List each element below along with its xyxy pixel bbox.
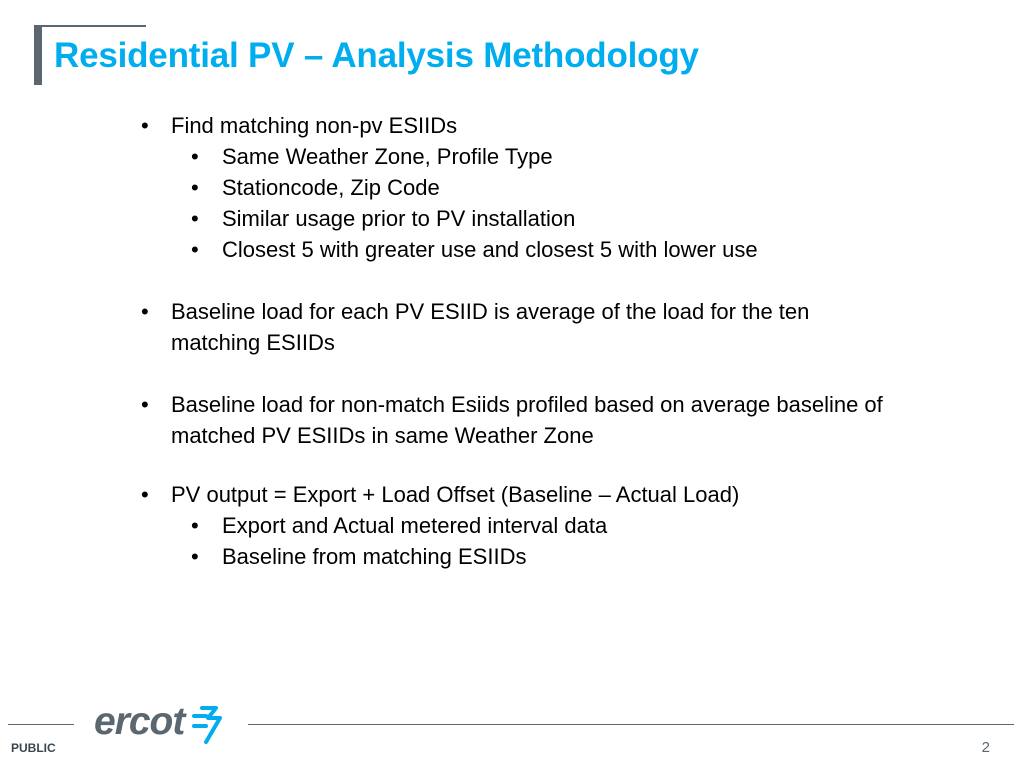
- sub-bullet-baseline-from: • Baseline from matching ESIIDs: [140, 541, 900, 572]
- sub-bullet-export-actual: • Export and Actual metered interval data: [140, 510, 900, 541]
- title-accent-bar: [34, 25, 42, 85]
- sub-bullet-stationcode: • Stationcode, Zip Code: [140, 172, 900, 203]
- ercot-logo-mark: [194, 708, 220, 742]
- sub-bullet-closest-five: • Closest 5 with greater use and closest 5 with lower use: [140, 234, 900, 265]
- slide-title: Residential PV – Analysis Methodology: [54, 36, 699, 75]
- bullet-non-match: • Baseline load for non-match Esiids profiled based on average baseline of matched PV ESIIDs in same Weather Zone: [140, 389, 900, 451]
- sub-bullet-weather-zone: • Same Weather Zone, Profile Type: [140, 141, 900, 172]
- bullet-pv-output: • PV output = Export + Load Offset (Baseline – Actual Load): [140, 479, 900, 510]
- page-number: 2: [981, 739, 990, 756]
- sub-bullet-similar-usage: • Similar usage prior to PV installation: [140, 203, 900, 234]
- ercot-logo-text: ercot: [94, 700, 185, 743]
- bullet-find-matching: • Find matching non-pv ESIIDs: [140, 110, 900, 141]
- ercot-logo: [94, 696, 228, 748]
- classification-label: PUBLIC: [11, 741, 56, 755]
- footer-divider-left: [8, 724, 74, 725]
- footer-divider-right: [248, 724, 1014, 725]
- title-accent-bar-top: [34, 25, 146, 27]
- slide-content: [140, 110, 900, 572]
- bullet-baseline-load: • Baseline load for each PV ESIID is average of the load for the ten matching ESIIDs: [140, 296, 900, 358]
